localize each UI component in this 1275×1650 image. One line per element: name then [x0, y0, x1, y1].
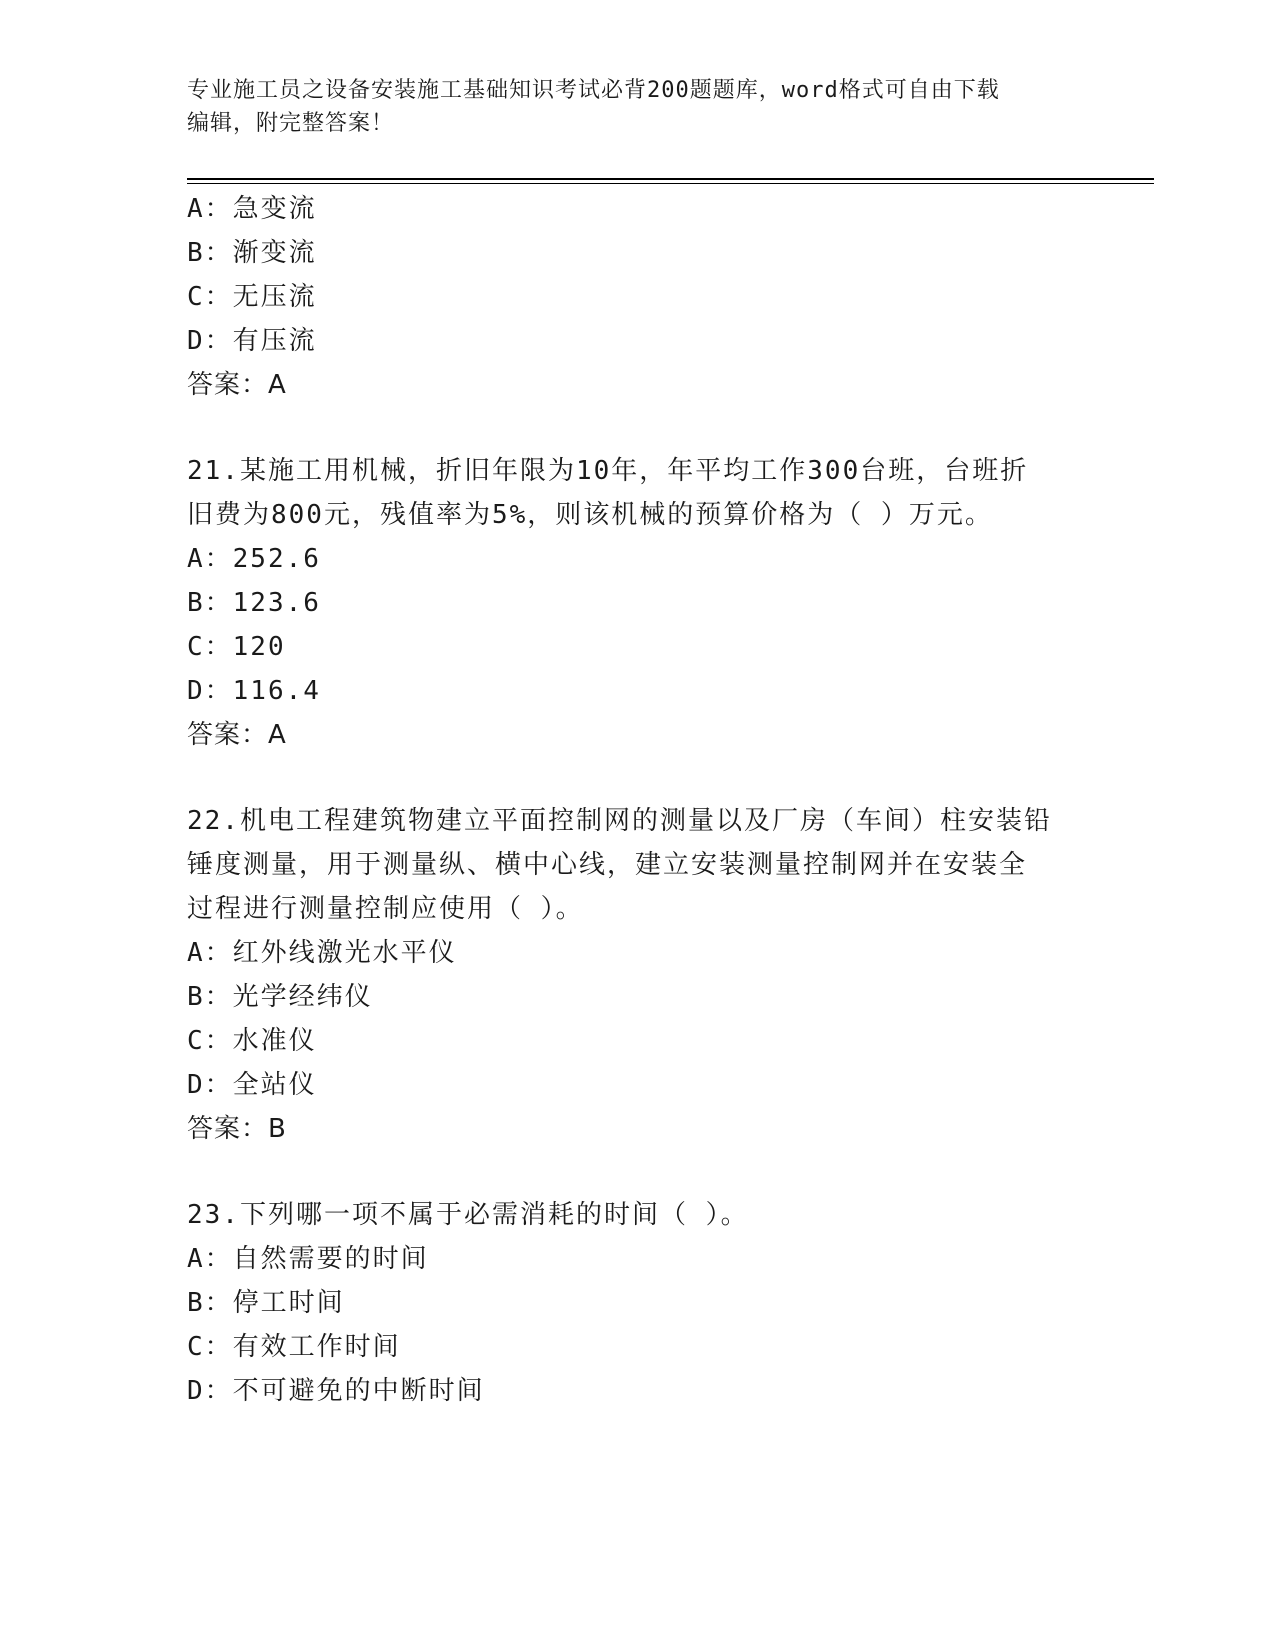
q20-option-d: D：有压流	[187, 326, 317, 356]
q20-option-c: C：无压流	[187, 282, 317, 312]
q20-option-b: B：渐变流	[187, 238, 317, 268]
q21-option-b: B：123.6	[187, 588, 321, 618]
q23-option-b: B：停工时间	[187, 1288, 345, 1318]
header-divider-thick	[187, 178, 1154, 180]
q21-option-a: A：252.6	[187, 544, 321, 574]
q23-option-c: C：有效工作时间	[187, 1332, 401, 1362]
q20-answer: 答案：A	[187, 370, 287, 400]
header-divider-thin	[187, 183, 1154, 184]
q22-option-a: A：红外线激光水平仪	[187, 938, 457, 968]
q21-option-c: C：120	[187, 632, 286, 662]
q20-option-a: A：急变流	[187, 194, 317, 224]
q21-option-d: D：116.4	[187, 676, 321, 706]
q23-option-a: A：自然需要的时间	[187, 1244, 429, 1274]
q22-option-b: B：光学经纬仪	[187, 982, 373, 1012]
q22-question-line-1: 22.机电工程建筑物建立平面控制网的测量以及厂房（车间）柱安装铅	[187, 806, 1052, 836]
q23-option-d: D：不可避免的中断时间	[187, 1376, 485, 1406]
header-title-line-2: 编辑，附完整答案！	[187, 111, 395, 136]
q21-question-line-2: 旧费为800元，残值率为5%，则该机械的预算价格为（ ）万元。	[187, 500, 993, 530]
q21-answer: 答案：A	[187, 720, 287, 750]
q21-question-line-1: 21.某施工用机械，折旧年限为10年，年平均工作300台班，台班折	[187, 456, 1029, 486]
q23-question-line-1: 23.下列哪一项不属于必需消耗的时间（ ）。	[187, 1200, 749, 1230]
document-header	[187, 74, 1087, 140]
q22-option-d: D：全站仪	[187, 1070, 317, 1100]
q22-answer: 答案：B	[187, 1114, 287, 1144]
q22-option-c: C：水准仪	[187, 1026, 317, 1056]
q22-question-line-2: 锤度测量，用于测量纵、横中心线，建立安装测量控制网并在安装全	[187, 850, 1028, 880]
header-title-line-1: 专业施工员之设备安装施工基础知识考试必背200题题库，word格式可自由下载	[187, 78, 1000, 103]
q22-question-line-3: 过程进行测量控制应使用（ ）。	[187, 894, 584, 924]
